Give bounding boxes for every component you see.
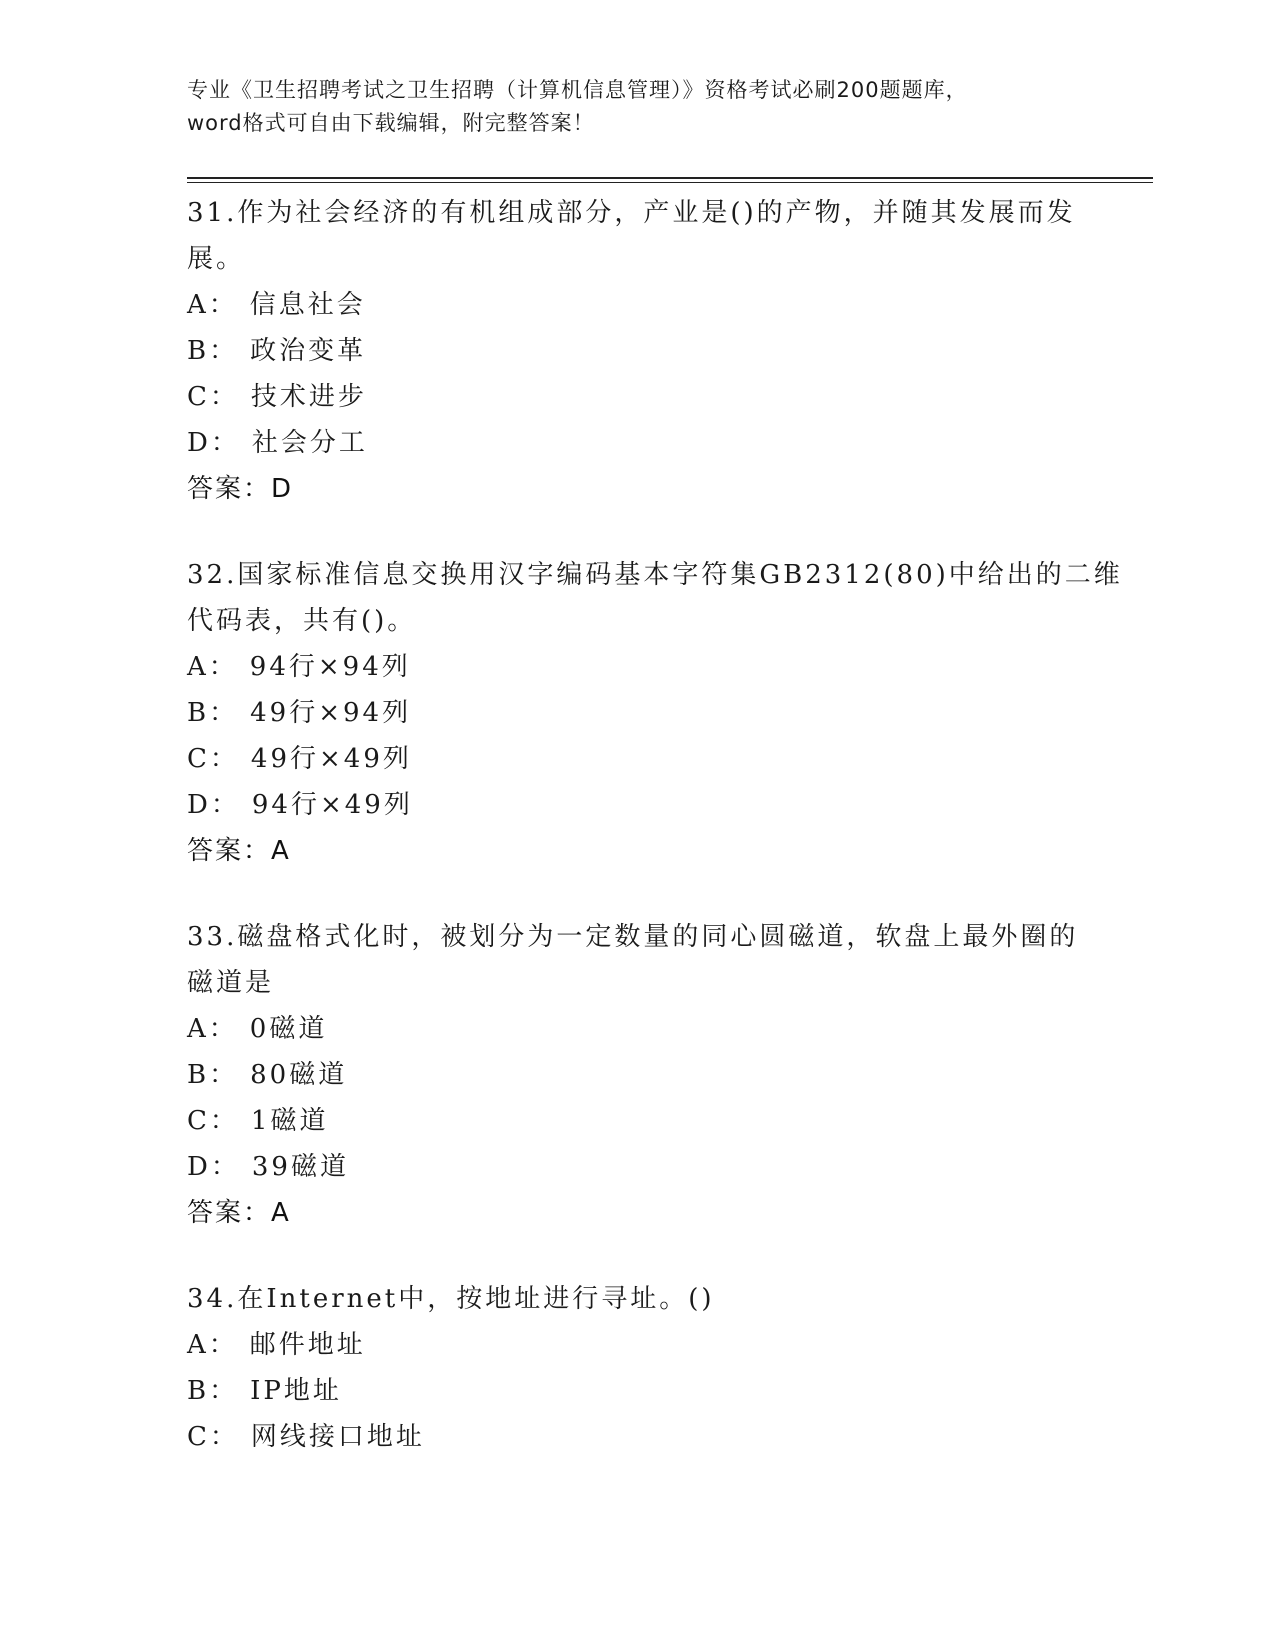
option-letter: D： [187,428,240,458]
header-divider-thin [187,182,1153,183]
option-d [187,782,1087,828]
question-31 [187,190,1087,512]
option-letter: C： [187,1106,239,1136]
question-33 [187,914,1087,1236]
option-letter: B： [187,1060,239,1090]
option-text: 0磁道 [249,1014,328,1044]
option-letter: C： [187,744,239,774]
option-d [187,1144,1087,1190]
option-text: 49行×49列 [250,744,412,774]
option-text: 94行×49列 [251,790,413,820]
option-c [187,374,1087,420]
option-text: 邮件地址 [249,1330,366,1360]
option-letter: D： [187,790,240,820]
option-letter: A： [187,1014,238,1044]
option-letter: A： [187,652,238,682]
option-letter: D： [187,1152,240,1182]
question-list [187,190,1123,1500]
option-letter: A： [187,1330,238,1360]
question-34 [187,1276,1087,1460]
option-b [187,1368,1087,1414]
answer-line: 答案：A [187,1198,291,1228]
option-d [187,420,1087,466]
question-text-line: 34.在Internet中，按地址进行寻址。() [187,1284,715,1314]
question-text-line: 33.磁盘格式化时，被划分为一定数量的同心圆磁道，软盘上最外圈的 [187,922,1079,952]
option-a [187,644,1087,690]
option-letter: B： [187,336,239,366]
question-text-line: 32.国家标准信息交换用汉字编码基本字符集GB2312(80)中给出的二维 [187,560,1123,590]
answer-line: 答案：A [187,836,291,866]
option-letter: A： [187,290,238,320]
option-letter: C： [187,382,239,412]
option-b [187,328,1087,374]
answer-line: 答案：D [187,474,294,504]
option-letter: C： [187,1422,239,1452]
option-text: 39磁道 [251,1152,349,1182]
question-text-line: 展。 [187,244,246,274]
option-c [187,1098,1087,1144]
option-b [187,690,1087,736]
option-text: 信息社会 [249,290,366,320]
option-text: 社会分工 [251,428,368,458]
question-32 [187,552,1123,874]
option-letter: B： [187,698,239,728]
question-text-line: 代码表，共有()。 [187,606,417,636]
header-line-2: word格式可自由下载编辑，附完整答案！ [187,111,595,135]
option-text: 技术进步 [250,382,367,412]
option-c [187,736,1087,782]
header-line-1: 专业《卫生招聘考试之卫生招聘（计算机信息管理）》资格考试必刷200题题库， [187,78,968,102]
document-header [187,74,1067,140]
option-text: 80磁道 [250,1060,348,1090]
option-text: 1磁道 [250,1106,329,1136]
option-text: 49行×94列 [250,698,412,728]
option-text: IP地址 [250,1376,342,1406]
option-a [187,1006,1087,1052]
option-text: 94行×94列 [249,652,411,682]
question-text-line: 31.作为社会经济的有机组成部分，产业是()的产物，并随其发展而发 [187,198,1076,228]
option-b [187,1052,1087,1098]
option-text: 网线接口地址 [250,1422,425,1452]
header-divider-thick [187,177,1153,179]
option-c [187,1414,1087,1460]
option-a [187,1322,1087,1368]
option-text: 政治变革 [250,336,367,366]
question-text-line: 磁道是 [187,968,275,998]
option-letter: B： [187,1376,239,1406]
option-a [187,282,1087,328]
